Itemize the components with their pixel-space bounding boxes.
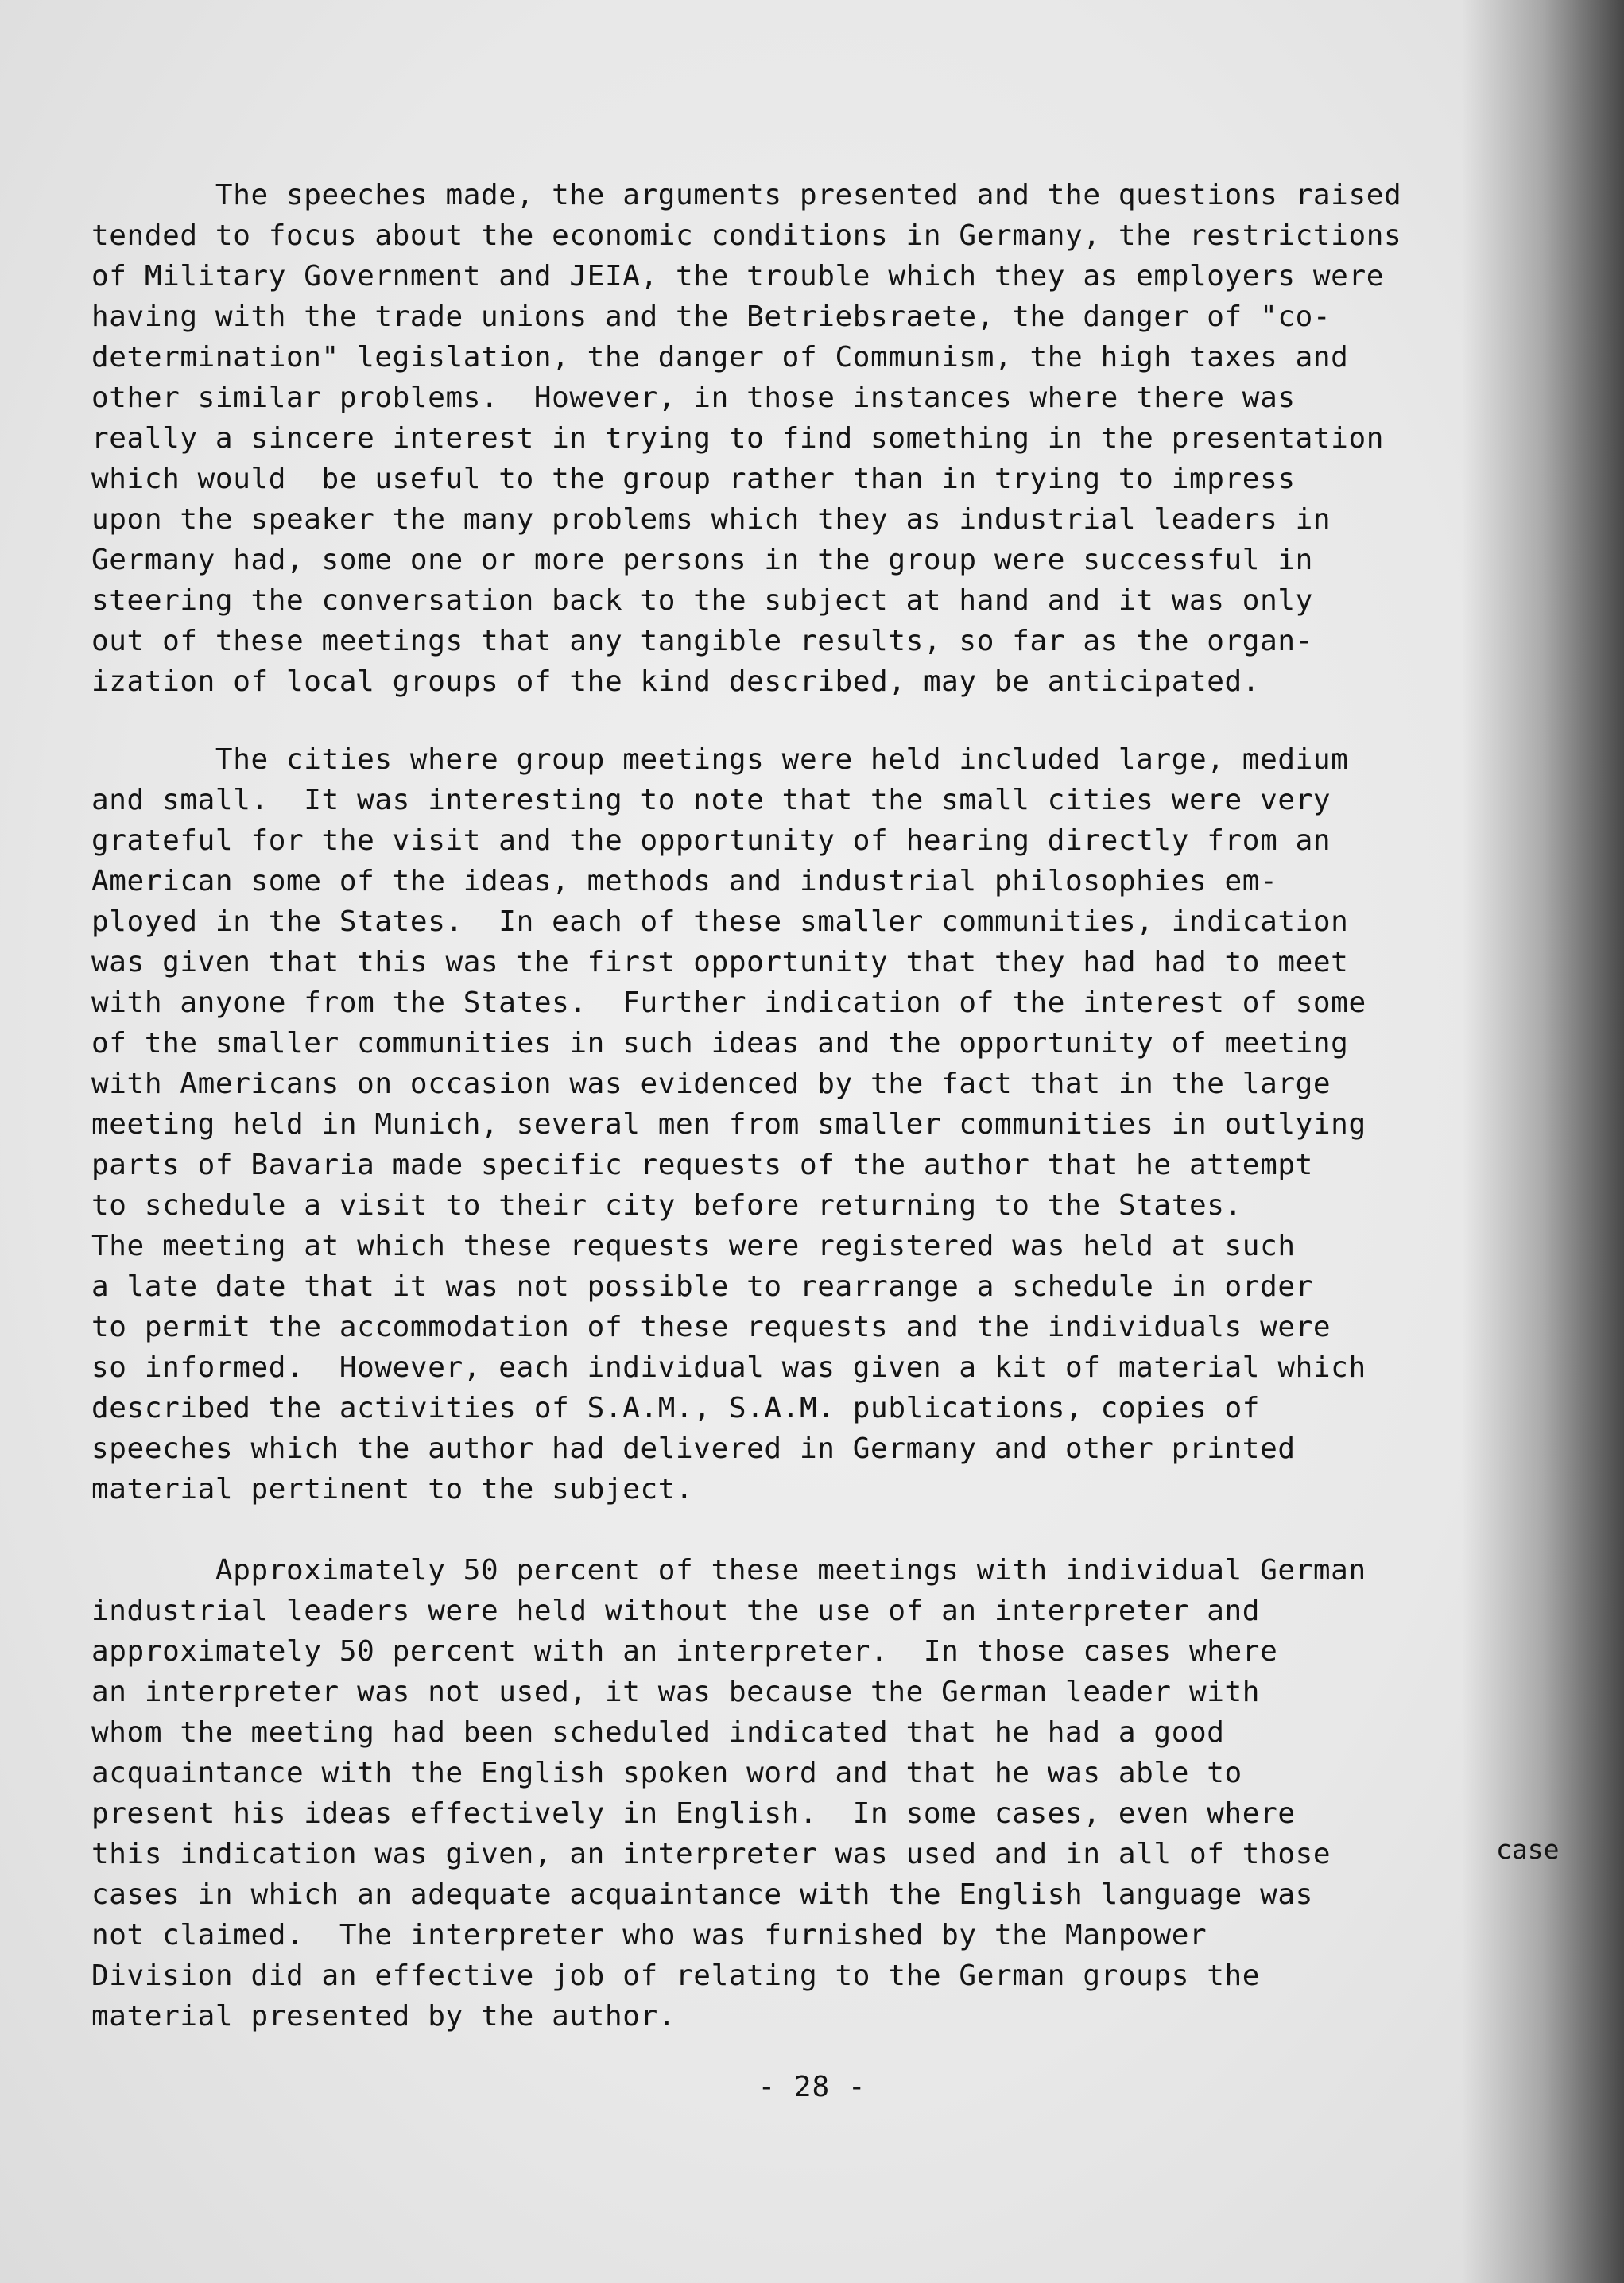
text-line: meeting held in Munich, several men from smaller communities in outlying (91, 1108, 1366, 1141)
text-line: so informed. However, each individual was given a kit of material which (91, 1351, 1366, 1384)
text-line: of Military Government and JEIA, the trouble which they as employers were (91, 260, 1384, 293)
text-line: a late date that it was not possible to rearrange a schedule in order (91, 1270, 1313, 1303)
text-line: Division did an effective job of relating to the German groups the (91, 1959, 1261, 1992)
text-line: was given that this was the first opportunity that they had had to meet (91, 946, 1349, 979)
text-line: cases in which an adequate acquaintance with the English language was (91, 1878, 1313, 1911)
text-line: industrial leaders were held without the use of an interpreter and (91, 1595, 1261, 1627)
paragraph-interpreter (91, 1550, 1558, 2037)
text-line: out of these meetings that any tangible results, so far as the organ- (91, 625, 1313, 657)
text-line: to schedule a visit to their city before returning to the States. (91, 1189, 1242, 1222)
paragraph-speeches (91, 175, 1558, 702)
text-line: other similar problems. However, in those instances where there was (91, 382, 1296, 414)
text-line: American some of the ideas, methods and industrial philosophies em- (91, 865, 1278, 897)
text-line: described the activities of S.A.M., S.A.M. publications, copies of (91, 1392, 1261, 1424)
text-line: with anyone from the States. Further indication of the interest of some (91, 986, 1366, 1019)
text-line: an interpreter was not used, it was because the German leader with (91, 1676, 1261, 1708)
text-line: approximately 50 percent with an interpreter. In those cases where (91, 1635, 1278, 1668)
text-line: ization of local groups of the kind described, may be anticipated. (91, 665, 1261, 698)
page-number: - 28 - (758, 2071, 866, 2103)
text-line: Approximately 50 percent of these meetings with individual German (91, 1554, 1366, 1587)
text-line: speeches which the author had delivered in Germany and other printed (91, 1432, 1296, 1465)
text-line: to permit the accommodation of these requests and the individuals were (91, 1311, 1331, 1343)
text-line: really a sincere interest in trying to find something in the presentation (91, 422, 1384, 455)
text-line: of the smaller communities in such ideas and the opportunity of meeting (91, 1027, 1349, 1060)
margin-note: case (1496, 1834, 1560, 1865)
text-line: which would be useful to the group rather than in trying to impress (91, 463, 1296, 495)
text-line: Germany had, some one or more persons in the group were successful in (91, 544, 1313, 576)
text-line: this indication was given, an interpreter was used and in all of those (91, 1838, 1331, 1870)
text-line: The cities where group meetings were held included large, medium (91, 743, 1349, 776)
text-line: The speeches made, the arguments presented and the questions raised (91, 179, 1402, 211)
text-line: and small. It was interesting to note that the small cities were very (91, 784, 1331, 816)
text-line: having with the trade unions and the Betriebsraete, the danger of "co- (91, 300, 1331, 333)
text-line: with Americans on occasion was evidenced by the fact that in the large (91, 1068, 1331, 1100)
text-line: parts of Bavaria made specific requests of the author that he attempt (91, 1149, 1313, 1181)
text-line: The meeting at which these requests were registered was held at such (91, 1230, 1296, 1262)
text-line: grateful for the visit and the opportunity of hearing directly from an (91, 824, 1331, 857)
text-line: material presented by the author. (91, 2000, 676, 2033)
text-line: upon the speaker the many problems which they as industrial leaders in (91, 503, 1331, 536)
text-line: tended to focus about the economic conditions in Germany, the restrictions (91, 219, 1402, 252)
text-line: whom the meeting had been scheduled indicated that he had a good (91, 1716, 1225, 1749)
text-line: steering the conversation back to the subject at hand and it was only (91, 584, 1313, 617)
text-line: present his ideas effectively in English. In some cases, even where (91, 1797, 1296, 1830)
text-line: determination" legislation, the danger of Communism, the high taxes and (91, 341, 1349, 374)
paragraph-cities (91, 739, 1558, 1510)
text-line: not claimed. The interpreter who was furnished by the Manpower (91, 1919, 1207, 1952)
text-line: material pertinent to the subject. (91, 1473, 694, 1506)
text-line: acquaintance with the English spoken word and that he was able to (91, 1757, 1242, 1789)
text-line: ployed in the States. In each of these smaller communities, indication (91, 905, 1349, 938)
